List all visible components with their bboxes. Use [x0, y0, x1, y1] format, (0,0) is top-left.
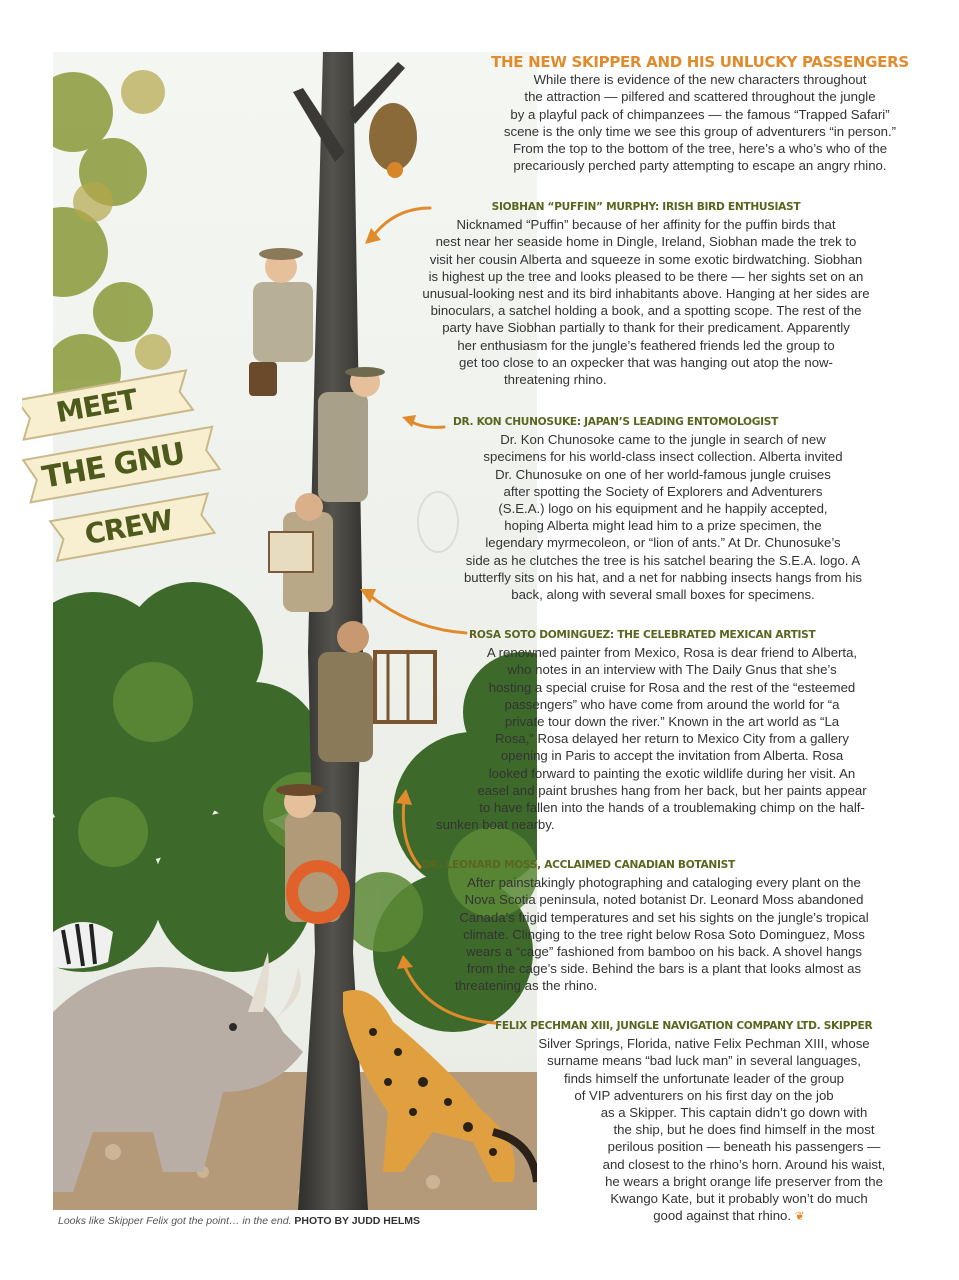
section-line: (S.E.A.) logo on his equipment and he happily accepted,: [498, 501, 828, 517]
section-line: looked forward to painting the exotic wildlife during her visit. An: [488, 765, 856, 781]
section-line: is highest up the tree and looks pleased to be there — her sights set on an: [428, 268, 864, 284]
section-line: Nicknamed “Puffin” because of her affinity for the puffin birds that: [456, 217, 836, 233]
section-line: wears a “cage” fashioned from bamboo on his back. A shovel hangs: [466, 944, 862, 960]
section-heading: FELIX PECHMAN XIII, JUNGLE NAVIGATION COMPANY LTD. SKIPPER: [495, 1020, 873, 1032]
section-line-text: good against that rhino.: [653, 1208, 792, 1224]
section-line: nest near her seaside home in Dingle, Ireland, Siobhan made the trek to: [435, 234, 857, 250]
section-line: sunken boat nearby.: [436, 817, 555, 833]
intro-line: precariously perched party attempting to escape an angry rhino.: [513, 158, 887, 174]
section-heading: ROSA SOTO DOMINGUEZ: THE CELEBRATED MEXICAN ARTIST: [469, 629, 816, 641]
section-line: get too close to an oxpecker that was hanging out atop the now-: [459, 354, 833, 370]
section-line: Canada’s frigid temperatures and set his sights on the jungle’s tropical: [459, 909, 869, 925]
section-line: threatening rhino.: [504, 372, 607, 388]
section-line: unusual-looking nest and its bird inhabitants above. Hanging at her sides are: [422, 286, 870, 302]
felix-section: [495, 1018, 913, 1225]
section-line: Dr. Kon Chunosoke came to the jungle in search of new: [500, 432, 826, 448]
section-heading: DR. KON CHUNOSUKE: JAPAN’S LEADING ENTOMOLOGIST: [453, 416, 779, 428]
section-line: surname means “bad luck man” in several languages,: [547, 1053, 861, 1069]
section-line: opening in Paris to accept the invitation from Alberta. Rosa: [500, 748, 844, 764]
section-line: Kwango Kate, but it probably won’t do much: [610, 1191, 868, 1207]
section-line: threatening as the rhino.: [455, 978, 598, 994]
section-line: of VIP adventurers on his first day on the job: [574, 1087, 834, 1103]
intro-line: scene is the only time we see this group of adventurers “in person.”: [503, 123, 897, 139]
section-line: legendary myrmecoleon, or “lion of ants.” At Dr. Chunosuke’s: [485, 535, 841, 551]
meet-the-gnu-crew-banner: [22, 368, 222, 568]
section-line: A renowned painter from Mexico, Rosa is dear friend to Alberta,: [486, 645, 858, 661]
section-line: finds himself the unfortunate leader of the group: [563, 1070, 845, 1086]
arrow-rosa-icon: [352, 585, 470, 639]
intro-line: the attraction — pilfered and scattered throughout the jungle: [524, 89, 876, 105]
section-line: and closest to the rhino’s horn. Around his waist,: [602, 1156, 886, 1172]
section-line: party have Siobhan partially to thank for their predicament. Apparently: [442, 320, 850, 336]
siobhan-section: [392, 199, 900, 388]
arrow-leonard-icon: [386, 787, 426, 871]
intro-line: While there is evidence of the new characters throughout: [533, 72, 867, 88]
section-line: easel and paint brushes hang from her back, but her paints appear: [477, 782, 867, 798]
arrow-felix-icon: [389, 953, 499, 1029]
section-line: he wears a bright orange life preserver from the: [605, 1173, 883, 1189]
section-line: to have fallen into the hands of a troublemaking chimp on the half-: [479, 800, 865, 816]
section-line: after spotting the Society of Explorers and Adventurers: [503, 483, 823, 499]
section-line: the ship, but he does find himself in the most: [613, 1122, 875, 1138]
banner-line-3: CREW: [82, 503, 175, 552]
banner-line-1: MEET: [53, 382, 140, 430]
section-line: as a Skipper. This captain didn’t go down with: [600, 1105, 868, 1121]
banner-line-2: THE GNU: [39, 436, 188, 496]
section-line: Nova Scotia peninsula, noted botanist Dr. Leonard Moss abandoned: [464, 892, 864, 908]
photo-credit: PHOTO BY JUDD HELMS: [294, 1215, 421, 1227]
section-line: Rosa,” Rosa delayed her return to Mexico City from a gallery: [494, 731, 849, 747]
section-line: her enthusiasm for the jungle’s feathered friends led the group to: [457, 337, 835, 353]
section-heading: DR. LEONARD MOSS, ACCLAIMED CANADIAN BOTANIST: [422, 859, 735, 871]
leaf-end-mark-icon: ❦: [794, 1209, 805, 1224]
intro-line: From the top to the bottom of the tree, here’s a who’s who of the: [512, 141, 888, 157]
arrow-siobhan-icon: [355, 200, 435, 252]
section-line: passengers” who have come from around the world for “a: [504, 696, 840, 712]
section-line: visit her cousin Alberta and squeeze in some exotic birdwatching. Siobhan: [429, 251, 863, 267]
section-line: Silver Springs, Florida, native Felix Pechman XIII, whose: [538, 1036, 870, 1052]
caption-text: Looks like Skipper Felix got the point… in the end.: [58, 1215, 292, 1227]
section-line: Dr. Chunosuke on one of her world-famous jungle cruises: [495, 466, 831, 482]
section-line: binoculars, a satchel holding a book, and a spotting scope. The rest of the: [430, 303, 862, 319]
section-line: butterfly sits on his hat, and a net for nabbing insects hangs from his: [463, 569, 863, 585]
section-line: [495, 1207, 913, 1225]
intro-block: [480, 54, 920, 174]
section-line: side as he clutches the tree is his satchel bearing the S.E.A. logo. A: [465, 552, 861, 568]
intro-line: by a playful pack of chimpanzees — the famous “Trapped Safari”: [510, 106, 890, 122]
section-line: climate. Clinging to the tree right below Rosa Soto Dominguez, Moss: [463, 926, 865, 942]
arrow-kon-icon: [398, 411, 448, 435]
section-line: specimens for his world-class insect collection. Alberta invited: [483, 449, 843, 465]
section-line: hosting a special cruise for Rosa and the rest of the “esteemed: [488, 679, 856, 695]
rosa-section: [436, 627, 908, 833]
intro-heading: THE NEW SKIPPER AND HIS UNLUCKY PASSENGERS: [491, 53, 909, 71]
section-line: who notes in an interview with The Daily Gnus that she’s: [507, 662, 837, 678]
section-line: perilous position — beneath his passengers —: [607, 1139, 881, 1155]
section-line: back, along with several small boxes for specimens.: [511, 587, 815, 603]
section-line: hoping Alberta might lead him to a prize specimen, the: [504, 518, 822, 534]
section-line: After painstakingly photographing and cataloging every plant on the: [467, 875, 861, 891]
section-line: from the cage’s side. Behind the bars is a plant that looks almost as: [466, 961, 862, 977]
section-line: private tour down the river.” Known in the art world as “La: [504, 714, 840, 730]
section-heading: SIOBHAN “PUFFIN” MURPHY: IRISH BIRD ENTHUSIAST: [491, 201, 801, 213]
photo-caption: [58, 1215, 420, 1227]
kon-section: [418, 414, 908, 603]
